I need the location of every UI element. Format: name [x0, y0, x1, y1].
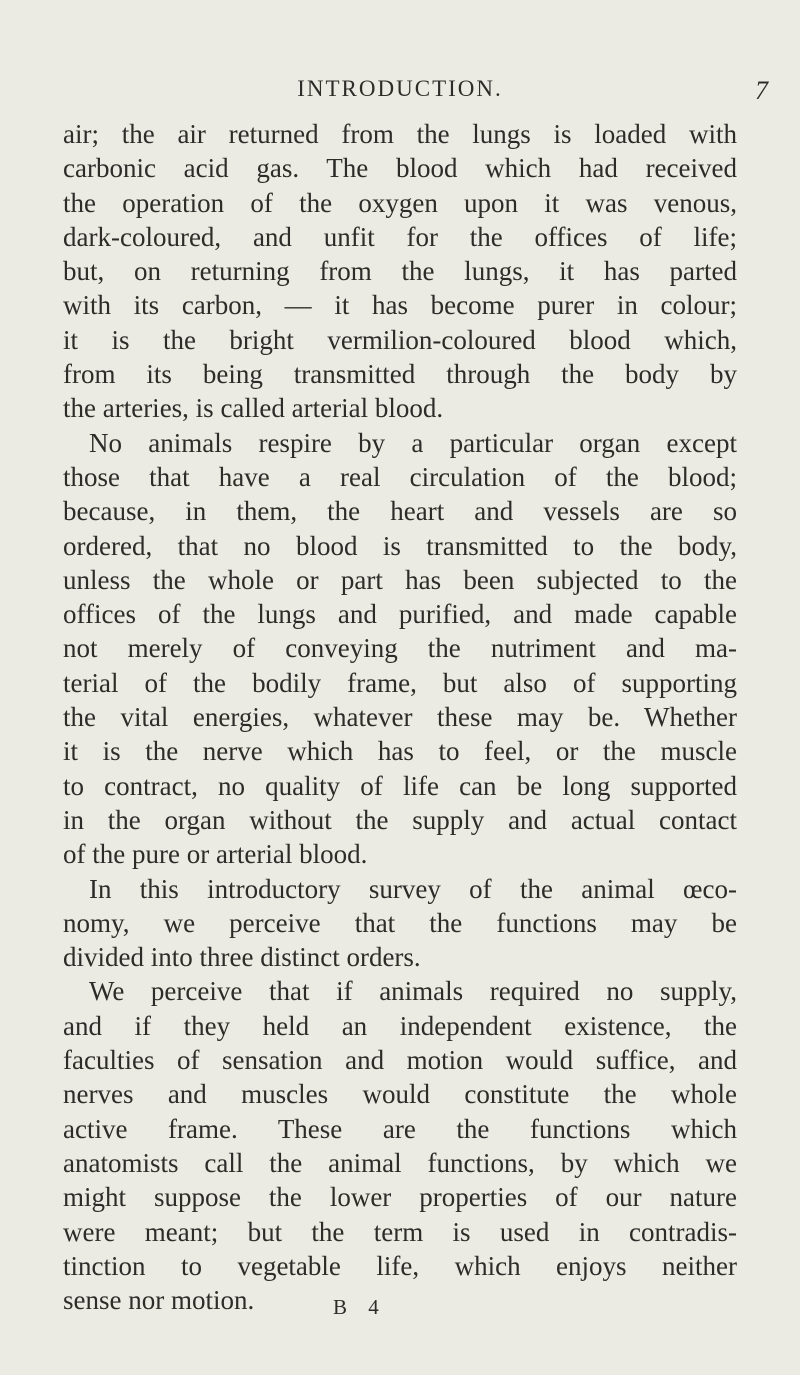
- text-line: sense nor motion.: [63, 1285, 255, 1316]
- text-line: because, in them, the heart and vessels are so: [63, 496, 737, 527]
- text-line: tinction to vegetable life, which enjoys neither: [63, 1250, 737, 1281]
- text-line: the operation of the oxygen upon it was venous,: [63, 187, 737, 218]
- text-line: and if they held an independent existence, the: [63, 1010, 737, 1041]
- text-line: were meant; but the term is used in contradis-: [63, 1216, 737, 1247]
- text-line: faculties of sensation and motion would suffice, and: [63, 1045, 737, 1076]
- text-line: not merely of conveying the nutriment and ma-: [63, 633, 737, 664]
- text-line: active frame. These are the functions which: [63, 1113, 737, 1144]
- page-number: 7: [755, 76, 768, 105]
- text-line: terial of the bodily frame, but also of supporting: [63, 667, 737, 698]
- text-line: it is the nerve which has to feel, or the muscle: [63, 736, 737, 767]
- text-line: might suppose the lower properties of our nature: [63, 1182, 737, 1213]
- text-line: it is the bright vermilion-coloured blood which,: [63, 324, 737, 355]
- text-line: offices of the lungs and purified, and made capable: [63, 599, 737, 630]
- text-line: nerves and muscles would constitute the whole: [63, 1079, 737, 1110]
- signature-mark: B 4: [333, 1295, 387, 1319]
- text-line: anatomists call the animal functions, by which we: [63, 1147, 737, 1178]
- text-line: dark-coloured, and unfit for the offices of life;: [63, 221, 737, 252]
- text-line: No animals respire by a particular organ except: [89, 427, 737, 458]
- text-line: from its being transmitted through the body by: [63, 359, 737, 390]
- text-line: air; the air returned from the lungs is loaded with: [63, 119, 737, 149]
- text-line: We perceive that if animals required no supply,: [89, 976, 737, 1007]
- running-header: INTRODUCTION.: [297, 76, 503, 101]
- text-line: with its carbon, — it has become purer in colour;: [63, 290, 737, 321]
- text-line: in the organ without the supply and actual contact: [63, 804, 737, 835]
- body-text: [63, 117, 737, 1317]
- text-line: unless the whole or part has been subjected to the: [63, 564, 737, 595]
- text-line: In this introductory survey of the animal œco-: [89, 873, 737, 904]
- text-line: carbonic acid gas. The blood which had received: [63, 153, 737, 184]
- text-line: of the pure or arterial blood.: [63, 839, 368, 870]
- text-line: to contract, no quality of life can be long supported: [63, 770, 737, 801]
- text-line: the arteries, is called arterial blood.: [63, 393, 444, 424]
- text-line: divided into three distinct orders.: [63, 942, 421, 973]
- text-line: those that have a real circulation of the blood;: [63, 461, 737, 492]
- text-line: nomy, we perceive that the functions may be: [63, 907, 737, 938]
- text-line: the vital energies, whatever these may be. Whether: [63, 702, 737, 733]
- text-line: ordered, that no blood is transmitted to the body,: [63, 530, 737, 561]
- text-line: but, on returning from the lungs, it has parted: [63, 256, 737, 287]
